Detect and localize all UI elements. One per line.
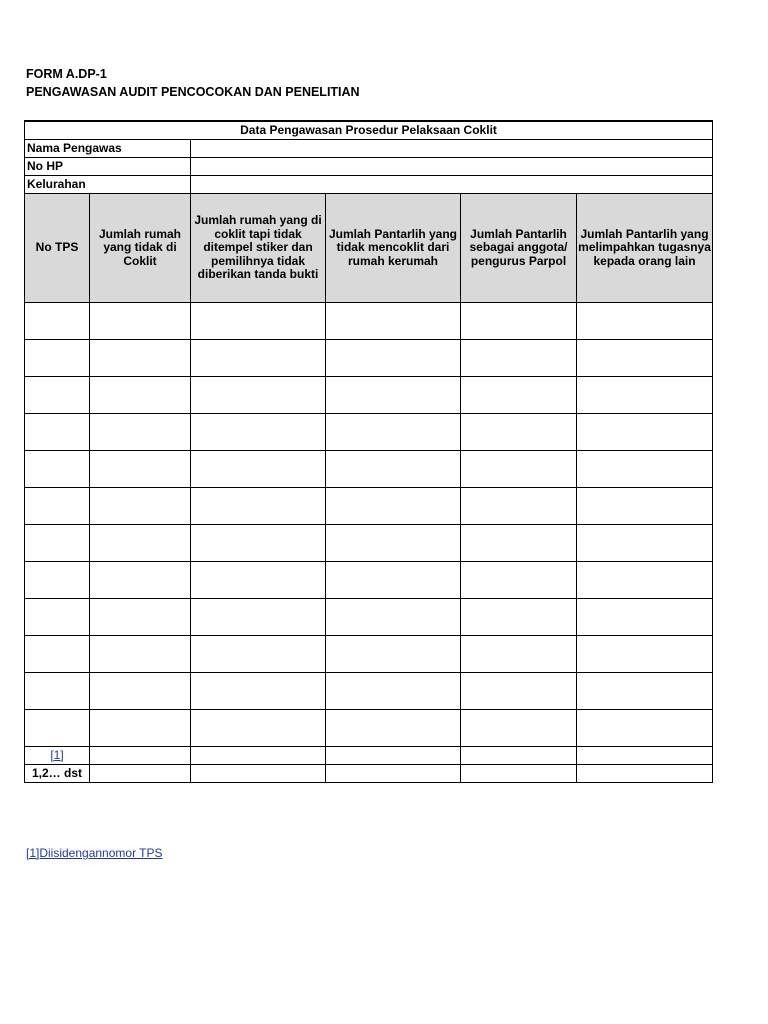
table-cell[interactable]: [90, 599, 191, 636]
table-cell[interactable]: [461, 488, 577, 525]
footnote-link[interactable]: [1]Diisidengannomor TPS: [26, 846, 163, 860]
footnote-ref-row: [25, 747, 713, 765]
table-cell[interactable]: [461, 599, 577, 636]
table-cell[interactable]: [25, 303, 90, 340]
table-cell[interactable]: [90, 673, 191, 710]
table-cell[interactable]: [90, 488, 191, 525]
table-cell[interactable]: [191, 673, 326, 710]
footnote-ref-cell: [25, 747, 90, 765]
table-cell[interactable]: [25, 636, 90, 673]
table-cell[interactable]: [191, 303, 326, 340]
table-cell[interactable]: [577, 377, 713, 414]
table-cell[interactable]: [90, 710, 191, 747]
table-cell[interactable]: [326, 377, 461, 414]
column-header-no-tps: No TPS: [25, 194, 90, 303]
table-cell[interactable]: [461, 377, 577, 414]
table-cell[interactable]: [326, 710, 461, 747]
table-cell[interactable]: [90, 414, 191, 451]
footnote-ref-link[interactable]: [1]: [50, 748, 64, 762]
table-row: [25, 562, 713, 599]
kelurahan-field[interactable]: [191, 176, 713, 194]
table-row: [25, 525, 713, 562]
column-header-pantarlih-parpol: Jumlah Pantarlih sebagai anggota/ pengurus Parpol: [461, 194, 577, 303]
table-cell[interactable]: [25, 414, 90, 451]
table-cell[interactable]: [90, 562, 191, 599]
table-cell[interactable]: [577, 636, 713, 673]
info-label: Kelurahan: [25, 176, 191, 194]
table-cell[interactable]: [191, 525, 326, 562]
table-cell[interactable]: [577, 562, 713, 599]
info-row-no-hp: [25, 158, 713, 176]
table-cell[interactable]: [25, 488, 90, 525]
table-cell[interactable]: [577, 488, 713, 525]
table-cell[interactable]: [25, 525, 90, 562]
table-cell[interactable]: [326, 340, 461, 377]
table-cell[interactable]: [191, 562, 326, 599]
table-cell[interactable]: [25, 377, 90, 414]
table-cell[interactable]: [25, 599, 90, 636]
table-cell[interactable]: [577, 414, 713, 451]
table-cell[interactable]: [326, 414, 461, 451]
table-cell[interactable]: [461, 525, 577, 562]
info-label: Nama Pengawas: [25, 140, 191, 158]
table-cell[interactable]: [326, 636, 461, 673]
table-cell[interactable]: [90, 340, 191, 377]
nama-pengawas-field[interactable]: [191, 140, 713, 158]
table-cell[interactable]: [461, 562, 577, 599]
table-cell[interactable]: [191, 636, 326, 673]
table-row: [25, 340, 713, 377]
table-cell[interactable]: [25, 673, 90, 710]
table-cell[interactable]: [25, 340, 90, 377]
table-cell[interactable]: [461, 303, 577, 340]
table-cell[interactable]: [326, 451, 461, 488]
table-cell[interactable]: [577, 451, 713, 488]
section-title: Data Pengawasan Prosedur Pelaksaan Coklit: [25, 121, 713, 140]
last-row-label: 1,2… dst: [25, 765, 90, 783]
table-cell[interactable]: [461, 636, 577, 673]
column-header-rumah-tidak-coklit: Jumlah rumah yang tidak di Coklit: [90, 194, 191, 303]
form-code: FORM A.DP-1: [26, 67, 107, 81]
column-header-pantarlih-tidak-mencoklit: Jumlah Pantarlih yang tidak mencoklit dari rumah kerumah: [326, 194, 461, 303]
table-row: [25, 451, 713, 488]
form-title: PENGAWASAN AUDIT PENCOCOKAN DAN PENELITIAN: [26, 85, 360, 99]
table-row: [25, 710, 713, 747]
table-cell[interactable]: [577, 303, 713, 340]
table-cell[interactable]: [326, 747, 461, 765]
column-header-row: [25, 194, 713, 303]
table-cell[interactable]: [25, 451, 90, 488]
table-cell[interactable]: [577, 340, 713, 377]
table-cell[interactable]: [90, 525, 191, 562]
table-cell[interactable]: [191, 340, 326, 377]
table-cell[interactable]: [90, 303, 191, 340]
table-row: [25, 377, 713, 414]
column-header-rumah-tanpa-stiker: Jumlah rumah yang di coklit tapi tidak ditempel stiker dan pemilihnya tidak diberikan tanda bukti: [191, 194, 326, 303]
info-label: No HP: [25, 158, 191, 176]
last-row: [25, 765, 713, 783]
table-cell[interactable]: [461, 414, 577, 451]
no-hp-field[interactable]: [191, 158, 713, 176]
coklit-supervision-table: [24, 120, 713, 783]
table-cell[interactable]: [191, 747, 326, 765]
table-cell[interactable]: [25, 562, 90, 599]
table-cell[interactable]: [90, 377, 191, 414]
table-cell[interactable]: [90, 636, 191, 673]
table-cell[interactable]: [90, 451, 191, 488]
table-cell[interactable]: [191, 377, 326, 414]
table-cell[interactable]: [326, 562, 461, 599]
table-row: [25, 414, 713, 451]
table-cell[interactable]: [577, 673, 713, 710]
table-cell[interactable]: [191, 710, 326, 747]
table-row: [25, 673, 713, 710]
table-cell[interactable]: [326, 525, 461, 562]
table-cell[interactable]: [191, 599, 326, 636]
table-row: [25, 599, 713, 636]
table-cell[interactable]: [461, 340, 577, 377]
table-cell[interactable]: [191, 488, 326, 525]
table-cell[interactable]: [577, 710, 713, 747]
table-cell[interactable]: [577, 747, 713, 765]
table-cell[interactable]: [461, 710, 577, 747]
table-cell[interactable]: [577, 765, 713, 783]
table-cell[interactable]: [191, 451, 326, 488]
table-row: [25, 303, 713, 340]
table-cell[interactable]: [577, 525, 713, 562]
table-cell[interactable]: [90, 747, 191, 765]
table-cell[interactable]: [577, 599, 713, 636]
table-row: [25, 636, 713, 673]
table-row: [25, 488, 713, 525]
table-cell[interactable]: [191, 765, 326, 783]
table-cell[interactable]: [326, 673, 461, 710]
table-cell[interactable]: [326, 303, 461, 340]
table-cell[interactable]: [461, 747, 577, 765]
section-title-row: [25, 121, 713, 140]
info-row-nama-pengawas: [25, 140, 713, 158]
info-row-kelurahan: [25, 176, 713, 194]
table-cell[interactable]: [191, 414, 326, 451]
table-cell[interactable]: [461, 673, 577, 710]
table-cell[interactable]: [461, 765, 577, 783]
table-cell[interactable]: [90, 765, 191, 783]
table-cell[interactable]: [461, 451, 577, 488]
table-cell[interactable]: [25, 710, 90, 747]
table-cell[interactable]: [326, 599, 461, 636]
column-header-pantarlih-melimpahkan: Jumlah Pantarlih yang melimpahkan tugasnya kepada orang lain: [577, 194, 713, 303]
table-cell[interactable]: [326, 765, 461, 783]
table-cell[interactable]: [326, 488, 461, 525]
